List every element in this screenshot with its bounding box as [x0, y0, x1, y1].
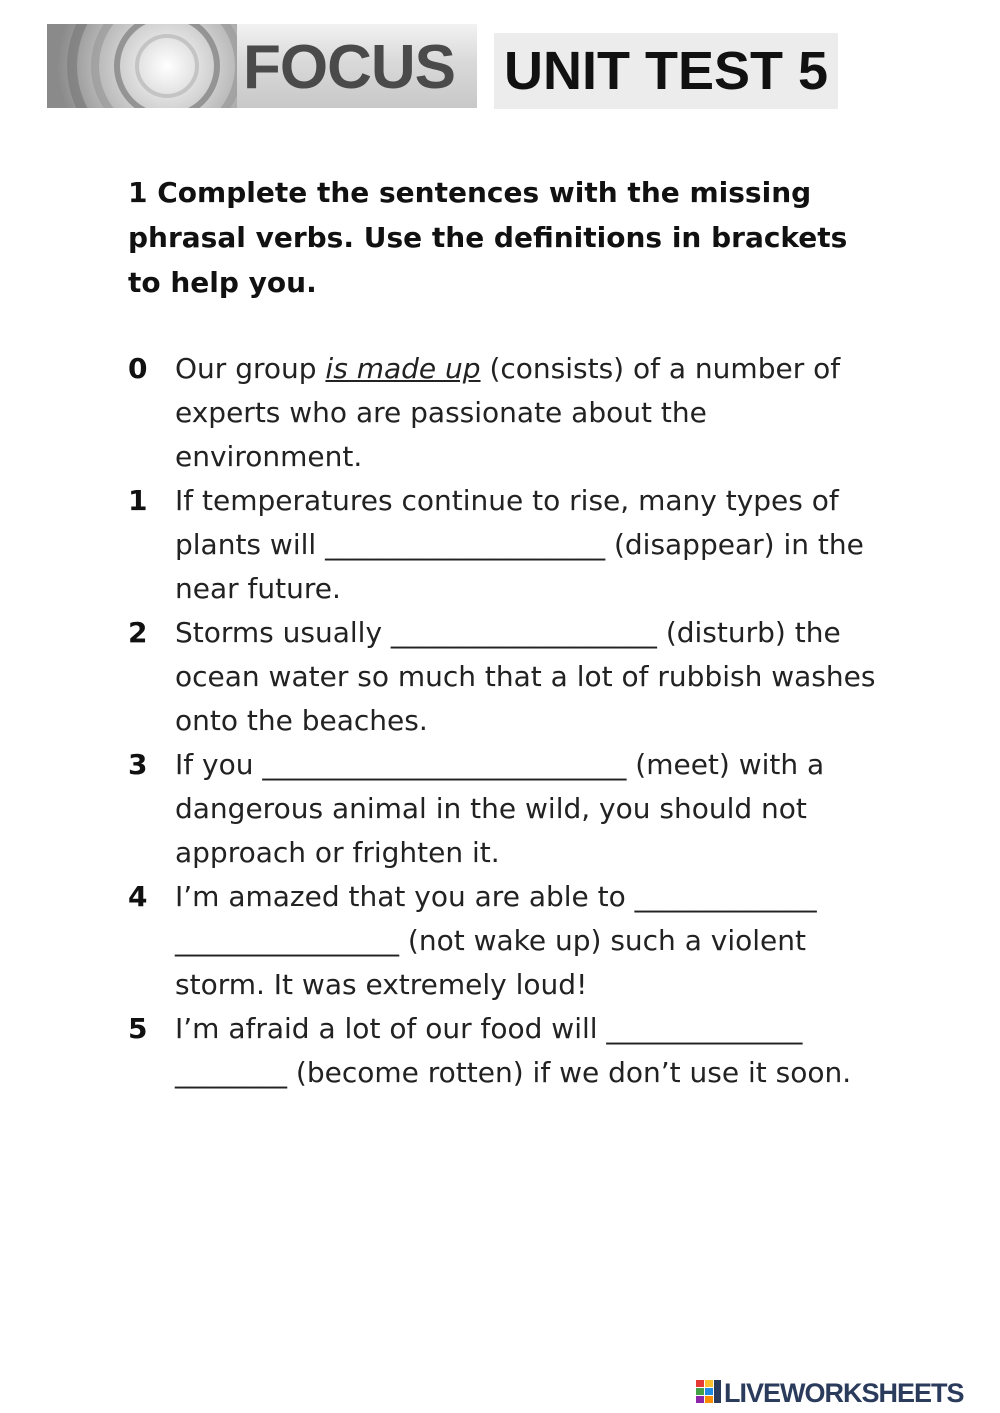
- liveworksheets-logo-icon: [696, 1380, 722, 1404]
- exercise-item[interactable]: [128, 611, 888, 743]
- item-number: 1: [128, 484, 148, 517]
- item-number: 2: [128, 616, 148, 649]
- item-number: 3: [128, 748, 148, 781]
- example-answer: is made up: [325, 352, 481, 385]
- item-text: If you __________________________ (meet) with a dangerous animal in the wild, you should not approach or frighten it.: [175, 748, 825, 869]
- exercise-instruction: 1 Complete the sentences with the missing phrasal verbs. Use the definitions in brackets to help you.: [128, 176, 848, 299]
- example-item: [128, 347, 888, 479]
- item-number: 5: [128, 1012, 148, 1045]
- liveworksheets-text: LIVEWORKSHEETS: [724, 1378, 964, 1408]
- item-text: Storms usually ___________________ (disturb) the ocean water so much that a lot of rubbish washes onto the beaches.: [175, 616, 876, 737]
- brand-title: FOCUS: [243, 33, 455, 102]
- liveworksheets-watermark: [696, 1378, 996, 1408]
- focus-swirl-logo: [47, 24, 237, 108]
- focus-logo-banner: [47, 24, 477, 108]
- exercise-item[interactable]: [128, 875, 888, 1007]
- unit-title: UNIT TEST 5: [504, 41, 829, 101]
- exercise-item[interactable]: [128, 1007, 888, 1095]
- exercise-item[interactable]: [128, 479, 888, 611]
- example-text-before: Our group: [175, 352, 326, 385]
- item-number: 0: [128, 352, 148, 385]
- item-text: I’m amazed that you are able to _____________ ________________ (not wake up) such a violent storm. It was extremely loud!: [175, 880, 817, 1001]
- exercise-items: [128, 347, 888, 1095]
- item-text: I’m afraid a lot of our food will ______________ ________ (become rotten) if we don’t use it soon.: [175, 1012, 852, 1089]
- example-text-after: (consists) of a number of experts who are passionate about the environment.: [175, 352, 841, 473]
- exercise-item[interactable]: [128, 743, 888, 875]
- unit-title-box: [494, 33, 838, 109]
- item-text: If temperatures continue to rise, many types of plants will ____________________ (disappear) in the near future.: [175, 484, 864, 605]
- item-number: 4: [128, 880, 148, 913]
